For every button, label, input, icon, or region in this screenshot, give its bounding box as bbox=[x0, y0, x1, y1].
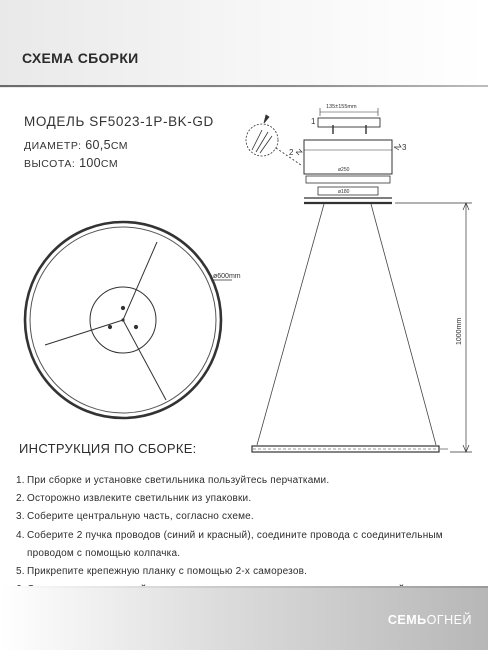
instruction-step bbox=[16, 508, 486, 526]
step-number: 1. bbox=[16, 475, 25, 486]
step-number: 5. bbox=[16, 566, 25, 578]
callout-2: 2 bbox=[289, 148, 294, 157]
canopy-center bbox=[122, 319, 124, 321]
suspension-line-2 bbox=[45, 320, 123, 345]
step-text: Соберите 2 пучка проводов (синий и красный), соедините провода с соединительным bbox=[27, 529, 443, 541]
instruction-step bbox=[16, 490, 486, 508]
suspension-cables bbox=[257, 204, 436, 445]
brand-part-2: ОГНЕЙ bbox=[426, 613, 472, 627]
suspension-line-3 bbox=[123, 320, 166, 400]
dim-top-label: 135±155mm bbox=[326, 104, 357, 110]
brand-logo bbox=[388, 613, 472, 627]
dim-inner-label: ø180 bbox=[338, 189, 350, 195]
callout-3: 3 bbox=[402, 143, 407, 152]
page-title: СХЕМА СБОРКИ bbox=[22, 50, 139, 66]
footer-divider bbox=[0, 586, 488, 588]
detail-cap bbox=[264, 115, 269, 123]
model-label: МОДЕЛЬ bbox=[24, 114, 85, 129]
instruction-step bbox=[16, 472, 486, 490]
height-value: 100 bbox=[79, 156, 101, 170]
cable-left bbox=[257, 204, 324, 445]
wire-detail bbox=[246, 115, 301, 165]
step-number: 4. bbox=[16, 529, 25, 541]
instructions-list bbox=[16, 472, 486, 599]
canopy-hole bbox=[121, 306, 124, 309]
ring-side-view bbox=[252, 446, 448, 452]
ring-top-view bbox=[25, 222, 232, 418]
diameter-unit: СМ bbox=[110, 140, 129, 152]
detail-wires bbox=[252, 130, 272, 153]
step-text-continued: проводом с помощью колпачка. bbox=[27, 547, 181, 559]
callout-2-arrow bbox=[296, 149, 302, 155]
detail-circle bbox=[246, 124, 278, 156]
canopy-hole bbox=[134, 325, 137, 328]
height-dim-label: 1000mm bbox=[456, 317, 463, 345]
callout-1: 1 bbox=[311, 117, 316, 126]
canopy-cover bbox=[306, 176, 390, 183]
step-number: 2. bbox=[16, 493, 25, 505]
ring-diameter-label: ø600mm bbox=[213, 273, 241, 280]
canopy-hole bbox=[108, 325, 111, 328]
callout-3-arrow bbox=[394, 144, 401, 150]
instruction-step bbox=[16, 563, 486, 581]
instructions-title: ИНСТРУКЦИЯ ПО СБОРКЕ: bbox=[19, 441, 197, 456]
height-label: ВЫСОТА: bbox=[24, 158, 76, 170]
diameter-value: 60,5 bbox=[85, 138, 111, 152]
model-code: SF5023-1P-BK-GD bbox=[89, 114, 214, 129]
height-unit: СМ bbox=[100, 158, 119, 170]
step-text: Соберите центральную часть, согласно схеме. bbox=[27, 511, 254, 523]
cable-right bbox=[371, 204, 436, 445]
brand-part-1: СЕМЬ bbox=[387, 613, 427, 627]
step-number: 3. bbox=[16, 511, 25, 523]
step-text: При сборке и установке светильника пользуйтесь перчатками. bbox=[27, 475, 330, 486]
suspension-line-1 bbox=[123, 242, 157, 320]
mounting-bar bbox=[318, 118, 380, 127]
step-text: Осторожно извлеките светильник из упаковки. bbox=[27, 493, 252, 505]
dim-outer-label: ø250 bbox=[338, 167, 350, 173]
diameter-label: ДИАМЕТР: bbox=[24, 140, 82, 152]
instruction-step bbox=[16, 527, 486, 563]
step-text: Прикрепите крепежную планку с помощью 2-х саморезов. bbox=[27, 566, 308, 578]
